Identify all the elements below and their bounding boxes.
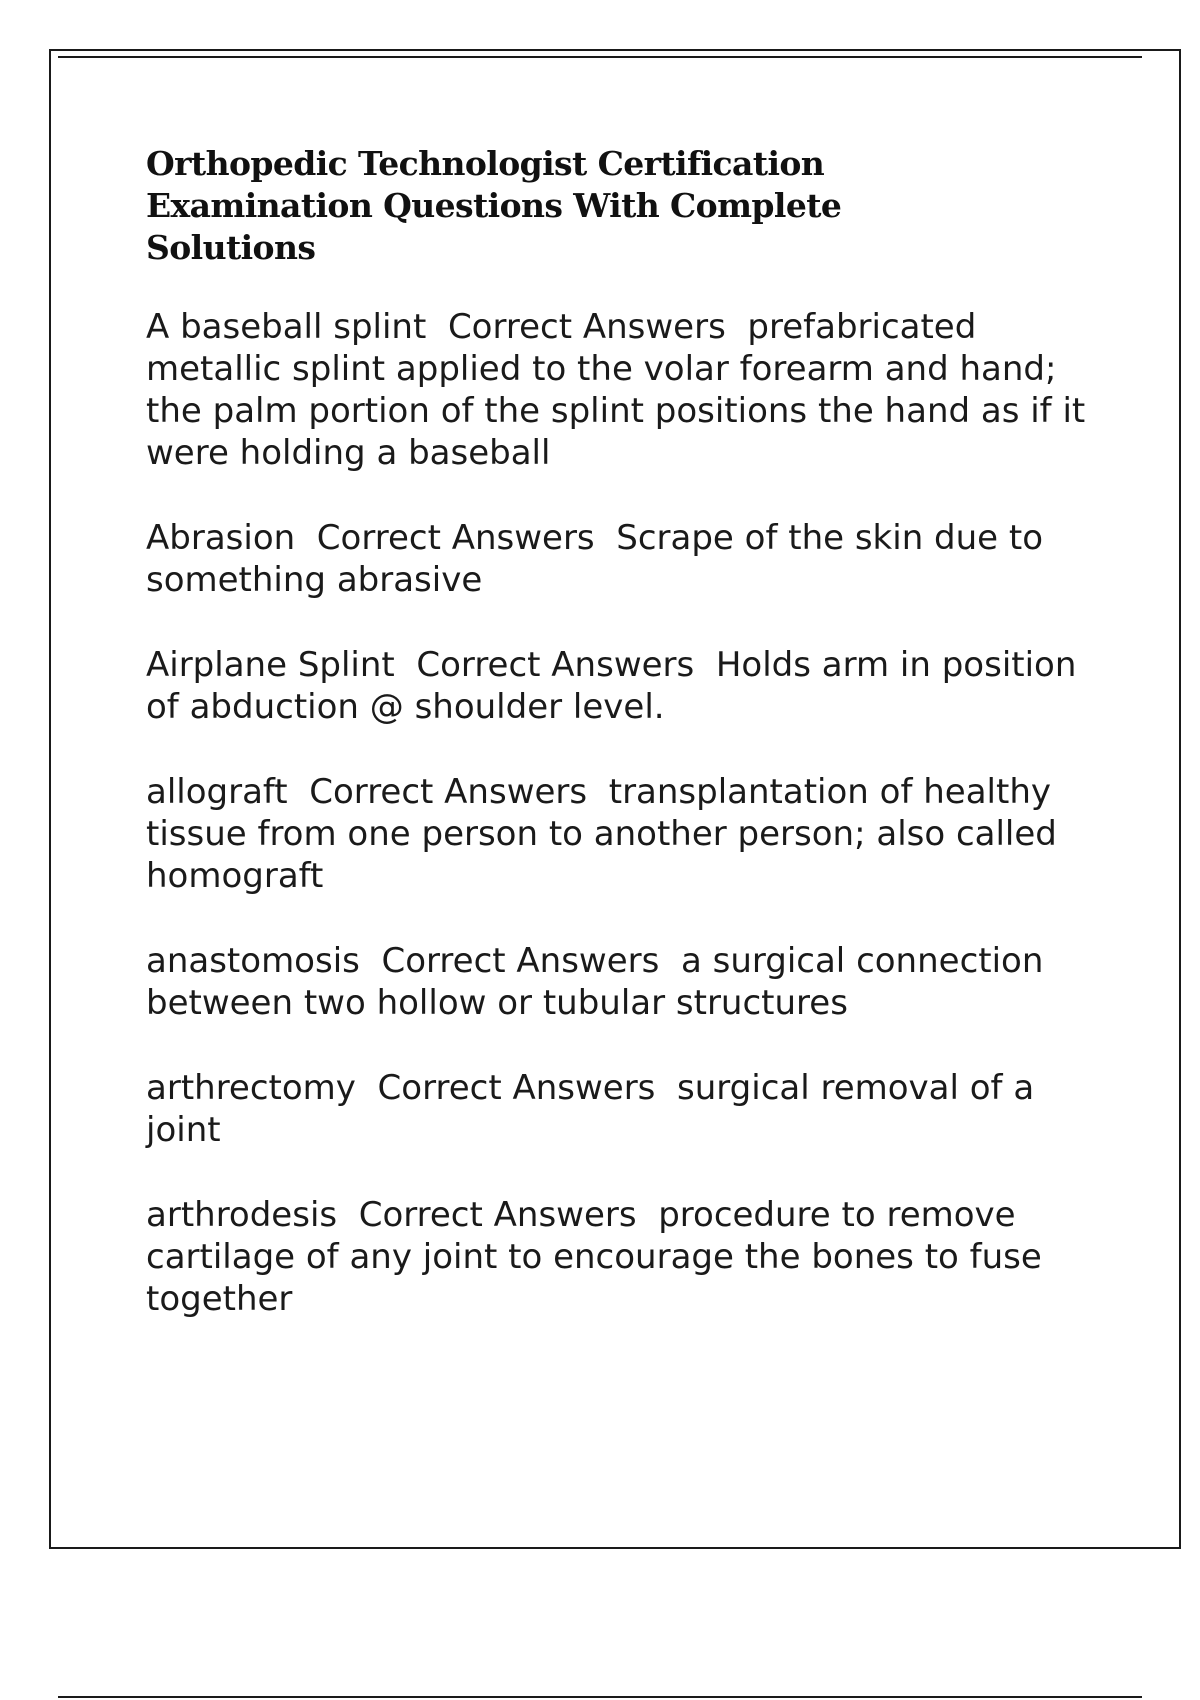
document-title: Orthopedic Technologist Certification Examination Questions With Complete Solutions bbox=[146, 144, 842, 267]
answer-marker: Correct Answers bbox=[377, 1068, 656, 1108]
qa-entry bbox=[146, 1067, 1091, 1151]
entry-definition: prefabricated metallic splint applied to the volar forearm and hand; the palm portion of the splint positions the hand as if it were holding a baseball bbox=[146, 307, 1097, 473]
entry-term: Airplane Splint bbox=[146, 645, 395, 685]
answer-marker: Correct Answers bbox=[416, 645, 695, 685]
entry-definition: surgical removal of a joint bbox=[146, 1068, 1045, 1150]
entry-definition: Scrape of the skin due to something abrasive bbox=[146, 518, 1054, 600]
answer-marker: Correct Answers bbox=[381, 941, 660, 981]
footer-rule bbox=[58, 1696, 1142, 1698]
entry-term: A baseball splint bbox=[146, 307, 427, 347]
answer-marker: Correct Answers bbox=[447, 307, 726, 347]
answer-marker: Correct Answers bbox=[309, 772, 588, 812]
qa-list bbox=[146, 306, 1106, 1320]
answer-marker: Correct Answers bbox=[316, 518, 595, 558]
qa-entry bbox=[146, 644, 1091, 728]
qa-entry bbox=[146, 771, 1091, 897]
qa-entry bbox=[146, 306, 1097, 474]
answer-marker: Correct Answers bbox=[358, 1195, 637, 1235]
qa-entry bbox=[146, 517, 1091, 601]
entry-term: arthrodesis bbox=[146, 1195, 338, 1235]
entry-term: allograft bbox=[146, 772, 288, 812]
entry-term: Abrasion bbox=[146, 518, 296, 558]
entry-term: anastomosis bbox=[146, 941, 360, 981]
entry-definition: a surgical connection between two hollow or tubular structures bbox=[146, 941, 1055, 1023]
document-body bbox=[146, 143, 1106, 1363]
qa-entry bbox=[146, 1194, 1091, 1320]
entry-definition: transplantation of healthy tissue from one person to another person; also called homograft bbox=[146, 772, 1068, 896]
entry-definition: Holds arm in position of abduction @ shoulder level. bbox=[146, 645, 1088, 727]
qa-entry bbox=[146, 940, 1091, 1024]
entry-term: arthrectomy bbox=[146, 1068, 356, 1108]
header-rule bbox=[58, 56, 1142, 58]
entry-definition: procedure to remove cartilage of any joint to encourage the bones to fuse together bbox=[146, 1195, 1053, 1319]
